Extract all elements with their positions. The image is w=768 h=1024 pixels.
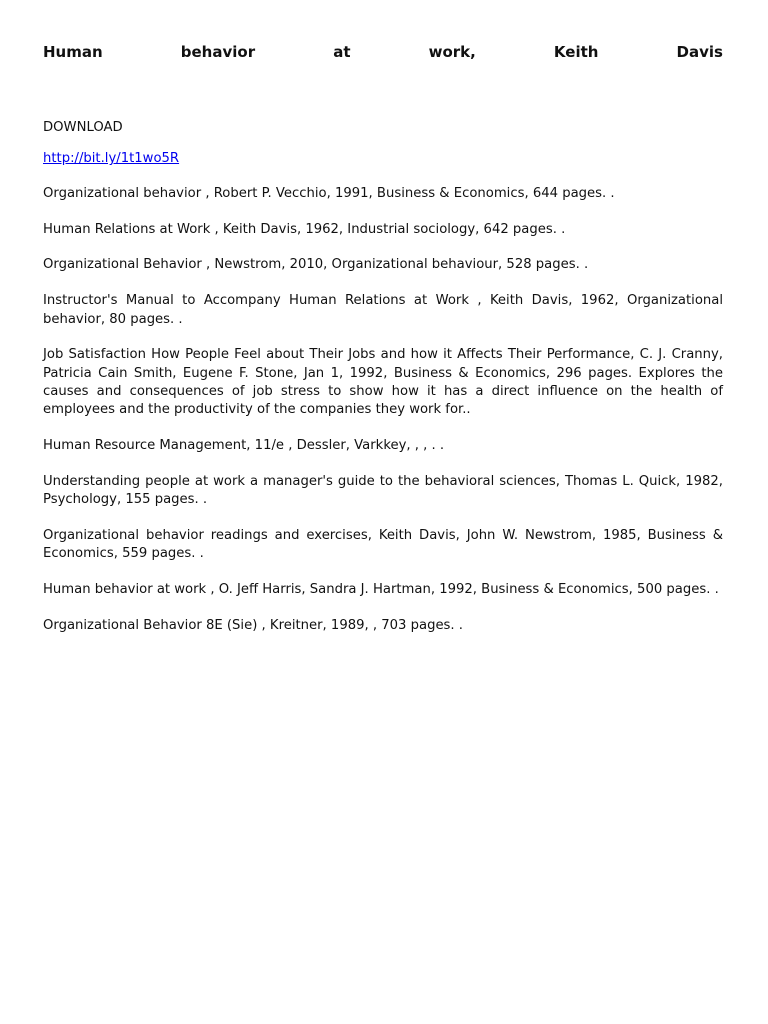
book-entry: Understanding people at work a manager's guide to the behavioral sciences, Thomas L. Quick, 1982, Psychology, 155 pages. . [43, 473, 723, 508]
book-entry: Organizational Behavior , Newstrom, 2010, Organizational behaviour, 528 pages. . [43, 257, 589, 273]
book-list [43, 185, 723, 652]
book-entry: Human Relations at Work , Keith Davis, 1962, Industrial sociology, 642 pages. . [43, 221, 566, 237]
page-title [43, 42, 723, 62]
download-label: DOWNLOAD [43, 120, 123, 135]
title-word: work, [428, 43, 476, 61]
book-entry: Human Resource Management, 11/e , Dessler, Varkkey, , , . . [43, 438, 445, 454]
book-entry: Job Satisfaction How People Feel about Their Jobs and how it Affects Their Performance, C. J. Cranny, Patricia Cain Smith, Eugene F. Stone, Jan 1, 1992, Business & Economics, 296 pages. Explores the causes and consequences of job stress to show how it has a direct influence on the health of employees and the productivity of the companies they work for.. [43, 347, 723, 418]
book-entry: Organizational Behavior 8E (Sie) , Kreitner, 1989, , 703 pages. . [43, 617, 464, 633]
title-word: Davis [676, 43, 723, 61]
title-word: Keith [553, 43, 599, 61]
title-word: at [333, 43, 351, 61]
book-entry: Instructor's Manual to Accompany Human Relations at Work , Keith Davis, 1962, Organizational behavior, 80 pages. . [43, 293, 723, 327]
title-word: behavior [180, 43, 256, 61]
book-entry: Organizational behavior readings and exercises, Keith Davis, John W. Newstrom, 1985, Business & Economics, 559 pages. . [43, 527, 723, 562]
download-link[interactable]: http://bit.ly/1t1wo5R [43, 151, 180, 166]
title-word: Human [43, 43, 103, 61]
book-entry: Human behavior at work , O. Jeff Harris, Sandra J. Hartman, 1992, Business & Economics, 500 pages. . [43, 582, 719, 598]
book-entry: Organizational behavior , Robert P. Vecchio, 1991, Business & Economics, 644 pages. . [43, 186, 615, 201]
